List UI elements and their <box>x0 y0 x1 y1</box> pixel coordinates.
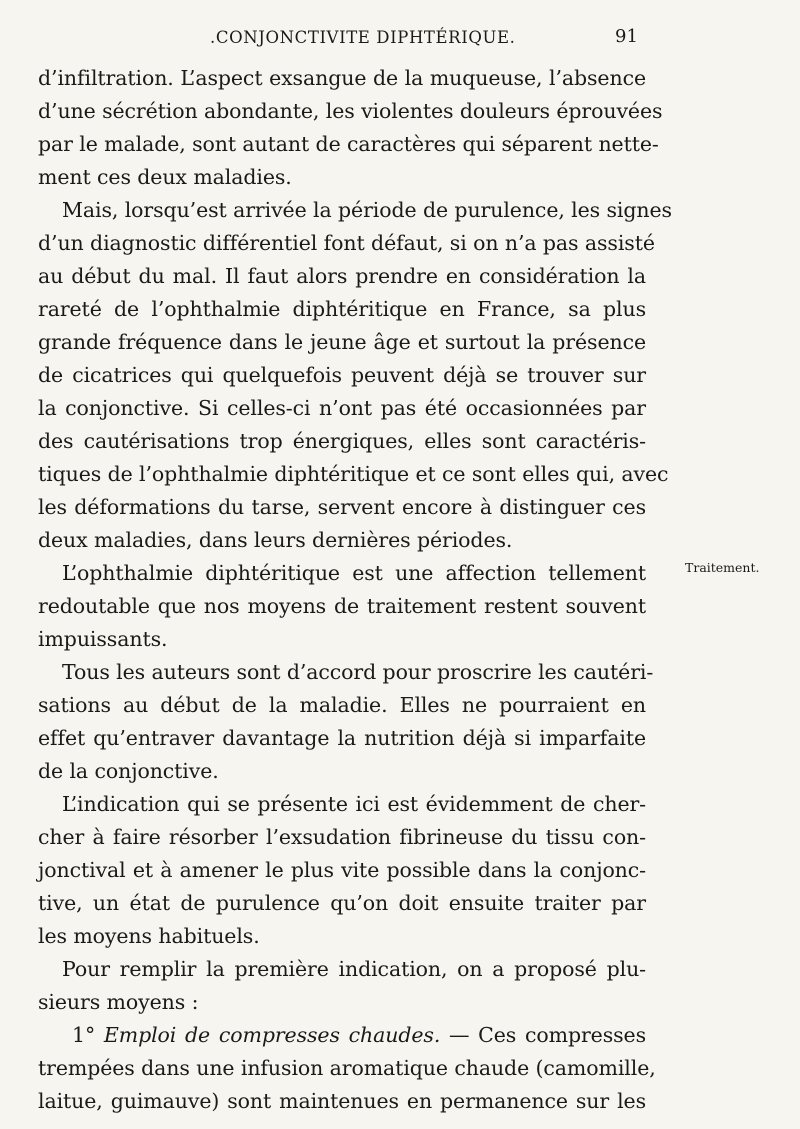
text-line: effet qu’entraver davantage la nutrition déjà si imparfaite <box>38 726 646 750</box>
paragraph-start: Pour remplir la première indication, on a proposé plu- <box>62 957 646 981</box>
text-line: impuissants. <box>38 627 168 651</box>
item-number: 1° <box>72 1023 96 1047</box>
item-heading: Emploi de compresses chaudes. <box>103 1023 441 1047</box>
paragraph-start: L’indication qui se présente ici est évidemment de cher- <box>62 792 646 816</box>
text-line: sieurs moyens : <box>38 990 199 1014</box>
text-line: tiques de l’ophthalmie diphtéritique et ce sont elles qui, avec <box>38 462 669 486</box>
text-line: des cautérisations trop énergiques, elles sont caractéris- <box>38 429 646 453</box>
paragraph-start: Tous les auteurs sont d’accord pour proscrire les cautéri- <box>62 660 654 684</box>
page-number: 91 <box>615 26 638 47</box>
running-head-title: .CONJONCTIVITE DIPHTÉRIQUE. <box>210 28 516 47</box>
text-line: d’infiltration. L’aspect exsangue de la muqueuse, l’absence <box>38 66 646 90</box>
text-line: grande fréquence dans le jeune âge et surtout la présence <box>38 330 646 354</box>
item-text: — Ces compresses <box>449 1023 647 1047</box>
paragraph-start: Mais, lorsqu’est arrivée la période de purulence, les signes <box>62 198 672 222</box>
text-line: d’une sécrétion abondante, les violentes douleurs éprouvées <box>38 99 663 123</box>
text-line: les déformations du tarse, servent encore à distinguer ces <box>38 495 646 519</box>
text-line: de cicatrices qui quelquefois peuvent déjà se trouver sur <box>38 363 646 387</box>
text-line: par le malade, sont autant de caractères qui séparent nette- <box>38 132 659 156</box>
text-line: sations au début de la maladie. Elles ne pourraient en <box>38 693 646 717</box>
numbered-item-line <box>72 1019 646 1051</box>
text-line: cher à faire résorber l’exsudation fibrineuse du tissu con- <box>38 825 646 849</box>
text-line: ment ces deux maladies. <box>38 165 292 189</box>
text-line: d’un diagnostic différentiel font défaut, si on n’a pas assisté <box>38 231 655 255</box>
text-line: deux maladies, dans leurs dernières périodes. <box>38 528 513 552</box>
text-line: les moyens habituels. <box>38 924 260 948</box>
text-line: laitue, guimauve) sont maintenues en permanence sur les <box>38 1089 646 1113</box>
text-line: au début du mal. Il faut alors prendre en considération la <box>38 264 646 288</box>
text-line: de la conjonctive. <box>38 759 219 783</box>
text-line: trempées dans une infusion aromatique chaude (camomille, <box>38 1056 656 1080</box>
paragraph-start: L’ophthalmie diphtéritique est une affection tellement <box>62 561 646 585</box>
margin-note: Traitement. <box>685 560 760 575</box>
text-line: la conjonctive. Si celles-ci n’ont pas été occasionnées par <box>38 396 646 420</box>
text-line: jonctival et à amener le plus vite possible dans la conjonc- <box>38 858 646 882</box>
text-line: tive, un état de purulence qu’on doit ensuite traiter par <box>38 891 646 915</box>
text-line: redoutable que nos moyens de traitement restent souvent <box>38 594 646 618</box>
text-line: rareté de l’ophthalmie diphtéritique en France, sa plus <box>38 297 646 321</box>
